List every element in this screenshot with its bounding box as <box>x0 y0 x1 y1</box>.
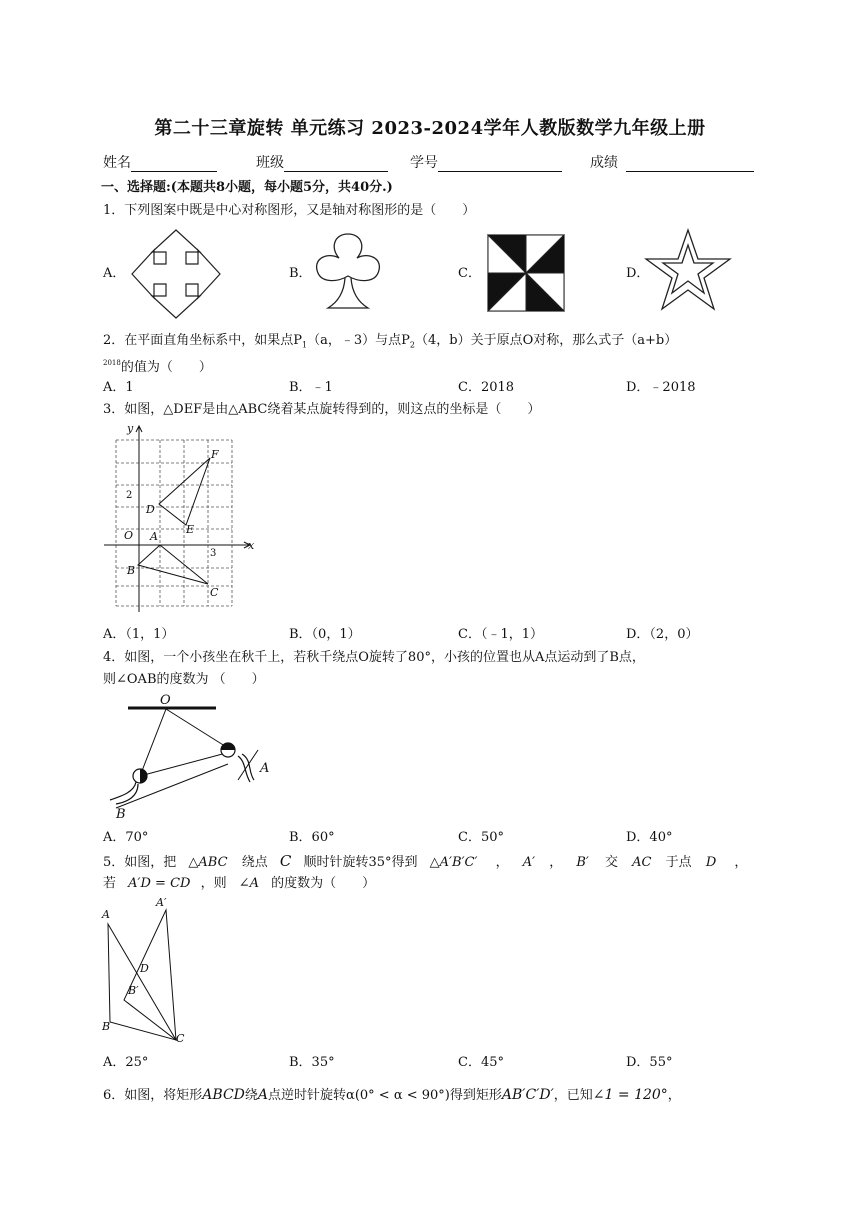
name-label: 姓名 <box>103 155 131 171</box>
svg-text:A: A <box>150 530 158 543</box>
q3-option-d: D．（2，0） <box>626 627 699 642</box>
svg-text:A: A <box>102 908 110 921</box>
name-field[interactable] <box>103 152 217 172</box>
number-label: 学号 <box>410 155 438 171</box>
four-arrow-cross-figure <box>130 228 222 320</box>
q1-stem: 1．下列图案中既是中心对称图形，又是轴对称图形的是（ ） <box>103 203 476 218</box>
q1-option-a: A． <box>103 266 126 281</box>
q2-stem-line2: $^{2018}$的值为（ ） <box>103 359 212 375</box>
svg-text:x: x <box>248 539 255 552</box>
score-field[interactable] <box>590 152 754 172</box>
q4-stem-line2: 则∠OAB的度数为 （ ） <box>103 672 265 687</box>
page-title: 第二十三章旋转 单元练习 2023-2024学年人教版数学九年级上册 <box>154 118 706 139</box>
svg-text:B: B <box>116 807 126 822</box>
q4-option-c: C．50° <box>458 830 504 845</box>
rotation-triangle-figure <box>98 894 198 1044</box>
pinwheel-figure <box>484 231 568 315</box>
svg-text:B: B <box>102 1020 111 1033</box>
svg-text:B′: B′ <box>128 984 139 997</box>
q2-option-a: A．1 <box>103 380 134 395</box>
q2-option-b: B．﹣1 <box>289 380 333 395</box>
double-star-figure <box>644 228 732 312</box>
svg-text:C: C <box>210 586 219 599</box>
svg-text:A′: A′ <box>156 896 167 909</box>
q5-option-b: B．35° <box>289 1055 335 1070</box>
q3-option-a: A．（1，1） <box>103 627 175 642</box>
svg-text:C: C <box>176 1032 185 1045</box>
q5-stem-line2: 若 A′D = CD ，则 ∠A 的度数为（ ） <box>103 876 376 891</box>
svg-text:3: 3 <box>210 548 217 559</box>
q2-option-d: D．﹣2018 <box>626 380 696 395</box>
svg-text:D: D <box>146 503 155 516</box>
q3-option-c: C．（﹣1，1） <box>458 627 543 642</box>
svg-text:y: y <box>127 422 134 435</box>
q5-option-a: A．25° <box>103 1055 149 1070</box>
q5-stem-line1: 5．如图，把 △ABC 绕点 C 顺时针旋转35°得到 △A′B′C′ ， A′ ， B′ 交 AC 于点 D ， <box>103 852 748 870</box>
class-label: 班级 <box>256 155 284 171</box>
number-field[interactable] <box>410 152 562 172</box>
svg-text:B: B <box>127 564 136 577</box>
q4-option-a: A．70° <box>103 830 149 845</box>
svg-text:O: O <box>124 529 134 542</box>
score-label: 成绩 <box>590 155 618 171</box>
grid-rotation-figure <box>102 422 262 612</box>
q5-option-c: C．45° <box>458 1055 504 1070</box>
q3-option-b: B．（0，1） <box>289 627 361 642</box>
q6-stem: 6．如图，将矩形ABCD绕A点逆时针旋转α(0° < α < 90°)得到矩形AB′C′D′，已知∠1 = 120°， <box>103 1087 681 1103</box>
q4-stem-line1: 4．如图，一个小孩坐在秋千上，若秋千绕点O旋转了80°，小孩的位置也从A点运动到了B点， <box>103 650 645 665</box>
section-heading: 一、选择题:(本题共8小题，每小题5分，共40分.) <box>101 180 393 195</box>
svg-text:E: E <box>186 523 195 536</box>
svg-text:D: D <box>140 962 149 975</box>
svg-text:F: F <box>211 448 219 461</box>
q5-option-d: D．55° <box>626 1055 673 1070</box>
svg-text:O: O <box>160 693 171 708</box>
q1-option-b: B． <box>289 266 312 281</box>
club-shape-figure <box>312 230 384 312</box>
svg-text:A: A <box>260 761 270 776</box>
class-field[interactable] <box>256 152 388 172</box>
q2-stem: 2．在平面直角坐标系中，如果点$P_1(a$，﹣3）与点$P_2(4$，b）关于原点O对称，那么式子（a+b） <box>103 333 678 350</box>
q1-option-d: D． <box>626 266 650 281</box>
q4-option-b: B．60° <box>289 830 335 845</box>
swing-figure <box>98 692 278 820</box>
svg-text:2: 2 <box>126 490 133 501</box>
q2-option-c: C．2018 <box>458 380 515 395</box>
q4-option-d: D．40° <box>626 830 673 845</box>
q3-stem: 3．如图，△DEF是由△ABC绕着某点旋转得到的，则这点的坐标是（ ） <box>103 402 541 417</box>
q1-option-c: C． <box>458 266 481 281</box>
